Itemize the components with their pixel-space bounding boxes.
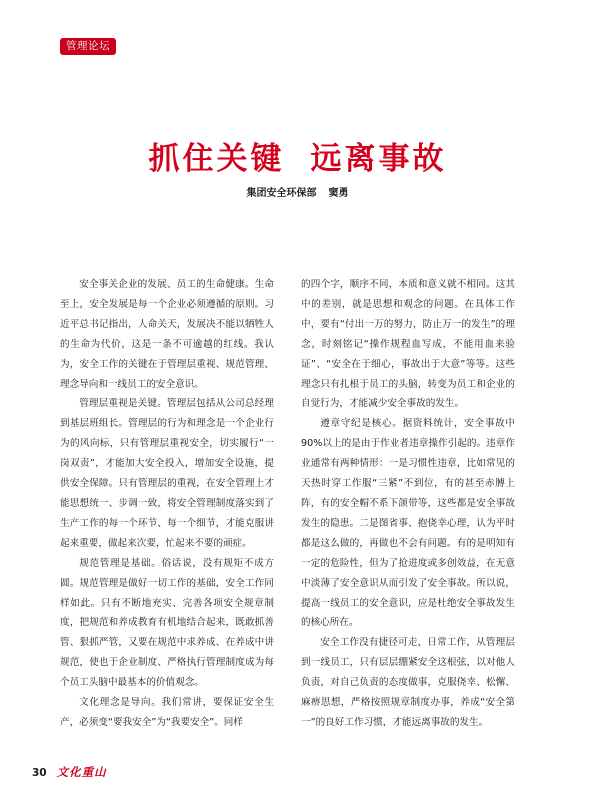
paragraph: 管理层重视是关键。管理层包括从公司总经理到基层班组长。管理层的行为和理念是一个企业行为的风向标，只有管理层重视安全，切实履行“一岗双责”，才能加大安全投入，增加安全设施，提供安全保障。只有管理层的重视，在安全管理上才能思想统一、步调一致，将安全管理制度落实到了生产工作的每一个环节、每一个细节，才能克服讲起来重要，做起来次要，忙起来不要的顽症。: [60, 398, 274, 549]
page-footer: [32, 764, 107, 780]
paragraph: 遵章守纪是核心。据资料统计，安全事故中90%以上的是由于作业者违章操作引起的。违章作业通常有两种情形：一是习惯性违章，比如常见的天热时穿工作服“三紧”不到位，有的甚至赤膊上阵，有的安全帽不系下颌带等，这些都是安全事故发生的隐患。二是图省事、抱侥幸心理，认为平时都是这么做的，再做也不会有问题。有的是明知有一定的危险性，但为了抢进度或多创效益，在无意中淡薄了安全意识从而引发了安全事故。所以说，提高一线员工的安全意识，应是杜绝安全事故发生的核心所在。: [301, 418, 515, 629]
paragraph: 文化理念是导向。我们常讲，要保证安全生产，必须变“要我安全”为“我要安全”。同样: [60, 697, 274, 728]
article-title: [0, 133, 595, 178]
magazine-logo: 文化重山: [56, 765, 107, 779]
title-part-2: 远离事故: [310, 141, 447, 177]
paragraph-continued: 的四个字，顺序不同，本质和意义就不相同。这其中的差别，就是思想和观念的问题。在具体工作中，要有“付出一万的努力，防止万一的发生”的理念，时刻铭记“操作规程血写成，不能用血来验证”、“安全在于细心，事故出于大意”等等。这些理念只有扎根于员工的头脑，转变为员工和企业的自觉行为，才能减少安全事故的发生。: [301, 279, 515, 410]
left-column: [60, 275, 274, 733]
paragraph: 安全事关企业的发展、员工的生命健康。生命至上，安全发展是每一个企业必须遵循的原则。习近平总书记指出，人命关天，发展决不能以牺牲人的生命为代价，这是一条不可逾越的红线。我认为，安全工作的关键在于管理层重视、规范管理、理念导向和一线员工的安全意识。: [60, 279, 274, 390]
author-department: 集团安全环保部: [246, 188, 317, 199]
section-tag: 管理论坛: [60, 38, 116, 55]
author-name: 窦勇: [328, 188, 349, 199]
right-column: [301, 275, 515, 733]
page-number: 30: [32, 767, 47, 779]
byline: [0, 184, 595, 199]
paragraph: 规范管理是基础。俗话说，没有规矩不成方圆。规范管理是做好一切工作的基础，安全工作同样如此。只有不断地充实、完善各项安全规章制度，把规范和养成教育有机地结合起来，既敢抓善管、狠抓严管，又要在规范中求养成、在养成中讲规范，使也于企业制度、严格执行管理制度成为每个员工头脑中最基本的价值观念。: [60, 557, 274, 689]
paragraph: 安全工作没有捷径可走，日常工作，从管理层到一线员工，只有层层绷紧安全这根弦，以对他人负责，对自己负责的态度做事，克服侥幸、松懈、麻痹思想，严格按照规章制度办事，养成“安全第一”的良好工作习惯，才能远离事故的发生。: [301, 637, 515, 728]
title-part-1: 抓住关键: [148, 141, 285, 177]
